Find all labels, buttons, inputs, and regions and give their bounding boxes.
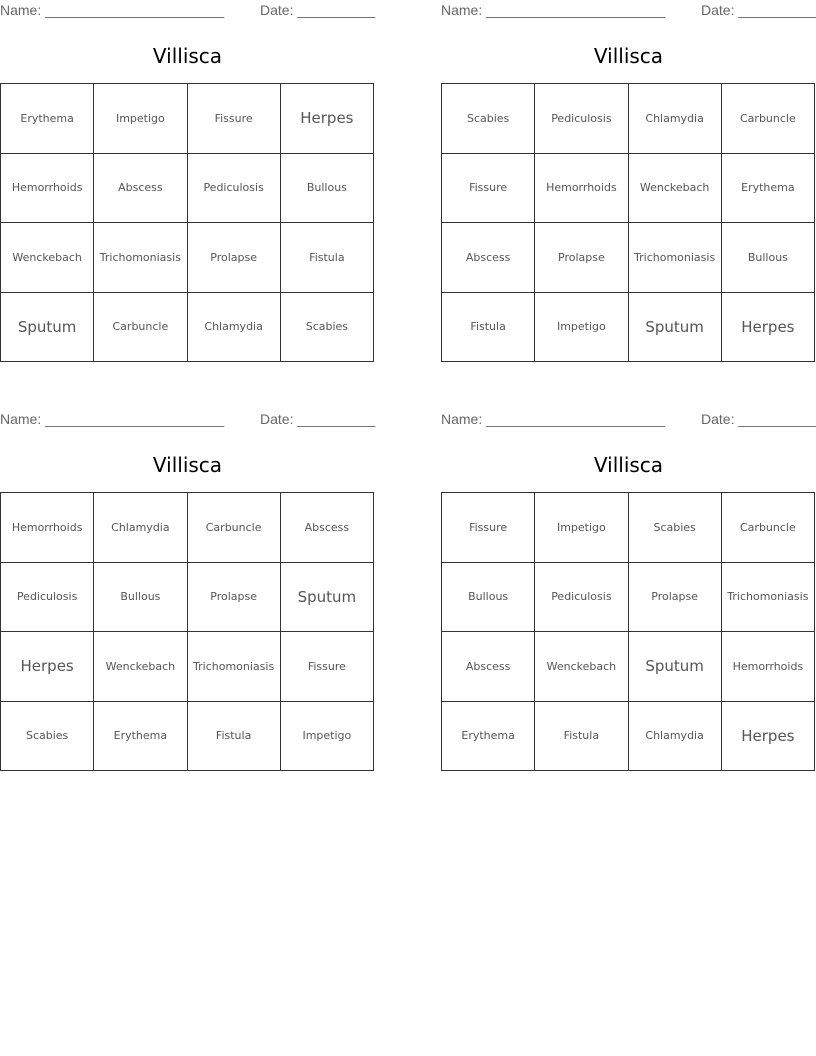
bingo-grid [441, 492, 815, 771]
date-field-label: Date: __________ [260, 411, 376, 427]
bingo-cell: Erythema [1, 84, 94, 154]
bingo-cell: Hemorrhoids [535, 154, 628, 224]
bingo-cell: Bullous [281, 154, 374, 224]
card-title: Villisca [152, 44, 223, 68]
bingo-cell: Pediculosis [188, 154, 281, 224]
bingo-cell: Hemorrhoids [1, 154, 94, 224]
bingo-cell: Erythema [722, 154, 815, 224]
bingo-cell: Sputum [1, 293, 94, 363]
bingo-cell: Trichomoniasis [188, 632, 281, 702]
card-title: Villisca [152, 453, 223, 477]
name-field-label: Name: _______________________ [441, 411, 666, 427]
bingo-cell: Fistula [535, 702, 628, 772]
bingo-cell: Prolapse [535, 223, 628, 293]
bingo-cell: Pediculosis [1, 563, 94, 633]
bingo-cell: Bullous [442, 563, 535, 633]
bingo-cell: Impetigo [535, 493, 628, 563]
bingo-cell: Pediculosis [535, 563, 628, 633]
bingo-cell: Sputum [281, 563, 374, 633]
bingo-cell: Fissure [442, 154, 535, 224]
bingo-cell: Fissure [281, 632, 374, 702]
bingo-cell: Chlamydia [629, 84, 722, 154]
bingo-cell: Trichomoniasis [722, 563, 815, 633]
card-title: Villisca [593, 44, 664, 68]
bingo-cell: Abscess [442, 223, 535, 293]
bingo-cell: Wenckebach [1, 223, 94, 293]
date-field-label: Date: __________ [701, 411, 816, 427]
bingo-cell: Sputum [629, 632, 722, 702]
bingo-cell: Chlamydia [94, 493, 187, 563]
bingo-cell: Herpes [1, 632, 94, 702]
bingo-cell: Scabies [1, 702, 94, 772]
bingo-cell: Impetigo [281, 702, 374, 772]
bingo-cell: Abscess [442, 632, 535, 702]
card-title: Villisca [593, 453, 664, 477]
bingo-cell: Abscess [281, 493, 374, 563]
bingo-cell: Fissure [188, 84, 281, 154]
name-field-label: Name: _______________________ [441, 2, 666, 18]
bingo-cell: Prolapse [629, 563, 722, 633]
date-field-label: Date: __________ [701, 2, 816, 18]
bingo-cell: Erythema [442, 702, 535, 772]
bingo-cell: Carbuncle [188, 493, 281, 563]
name-field-label: Name: _______________________ [0, 2, 225, 18]
bingo-cell: Fistula [281, 223, 374, 293]
bingo-card [441, 0, 816, 380]
bingo-cell: Impetigo [535, 293, 628, 363]
bingo-cell: Carbuncle [94, 293, 187, 363]
bingo-cell: Carbuncle [722, 493, 815, 563]
bingo-cell: Carbuncle [722, 84, 815, 154]
bingo-cell: Herpes [722, 702, 815, 772]
bingo-cell: Scabies [629, 493, 722, 563]
bingo-cell: Wenckebach [94, 632, 187, 702]
bingo-cell: Herpes [281, 84, 374, 154]
bingo-grid [0, 83, 374, 362]
bingo-cell: Fissure [442, 493, 535, 563]
date-field-label: Date: __________ [260, 2, 376, 18]
bingo-cell: Hemorrhoids [722, 632, 815, 702]
bingo-cell: Chlamydia [188, 293, 281, 363]
bingo-card [0, 409, 375, 789]
bingo-grid [441, 83, 815, 362]
bingo-cell: Chlamydia [629, 702, 722, 772]
bingo-cell: Abscess [94, 154, 187, 224]
bingo-cell: Scabies [281, 293, 374, 363]
bingo-cell: Herpes [722, 293, 815, 363]
bingo-cell: Fistula [442, 293, 535, 363]
bingo-cell: Erythema [94, 702, 187, 772]
bingo-cell: Prolapse [188, 563, 281, 633]
bingo-card [0, 0, 375, 380]
bingo-cell: Scabies [442, 84, 535, 154]
bingo-cell: Fistula [188, 702, 281, 772]
bingo-cell: Sputum [629, 293, 722, 363]
name-field-label: Name: _______________________ [0, 411, 225, 427]
bingo-cell: Trichomoniasis [629, 223, 722, 293]
bingo-cell: Hemorrhoids [1, 493, 94, 563]
bingo-cell: Wenckebach [629, 154, 722, 224]
bingo-card [441, 409, 816, 789]
bingo-cell: Pediculosis [535, 84, 628, 154]
bingo-cell: Bullous [94, 563, 187, 633]
bingo-grid [0, 492, 374, 771]
bingo-cell: Bullous [722, 223, 815, 293]
bingo-cell: Impetigo [94, 84, 187, 154]
bingo-cell: Trichomoniasis [94, 223, 187, 293]
bingo-cell: Prolapse [188, 223, 281, 293]
bingo-cell: Wenckebach [535, 632, 628, 702]
